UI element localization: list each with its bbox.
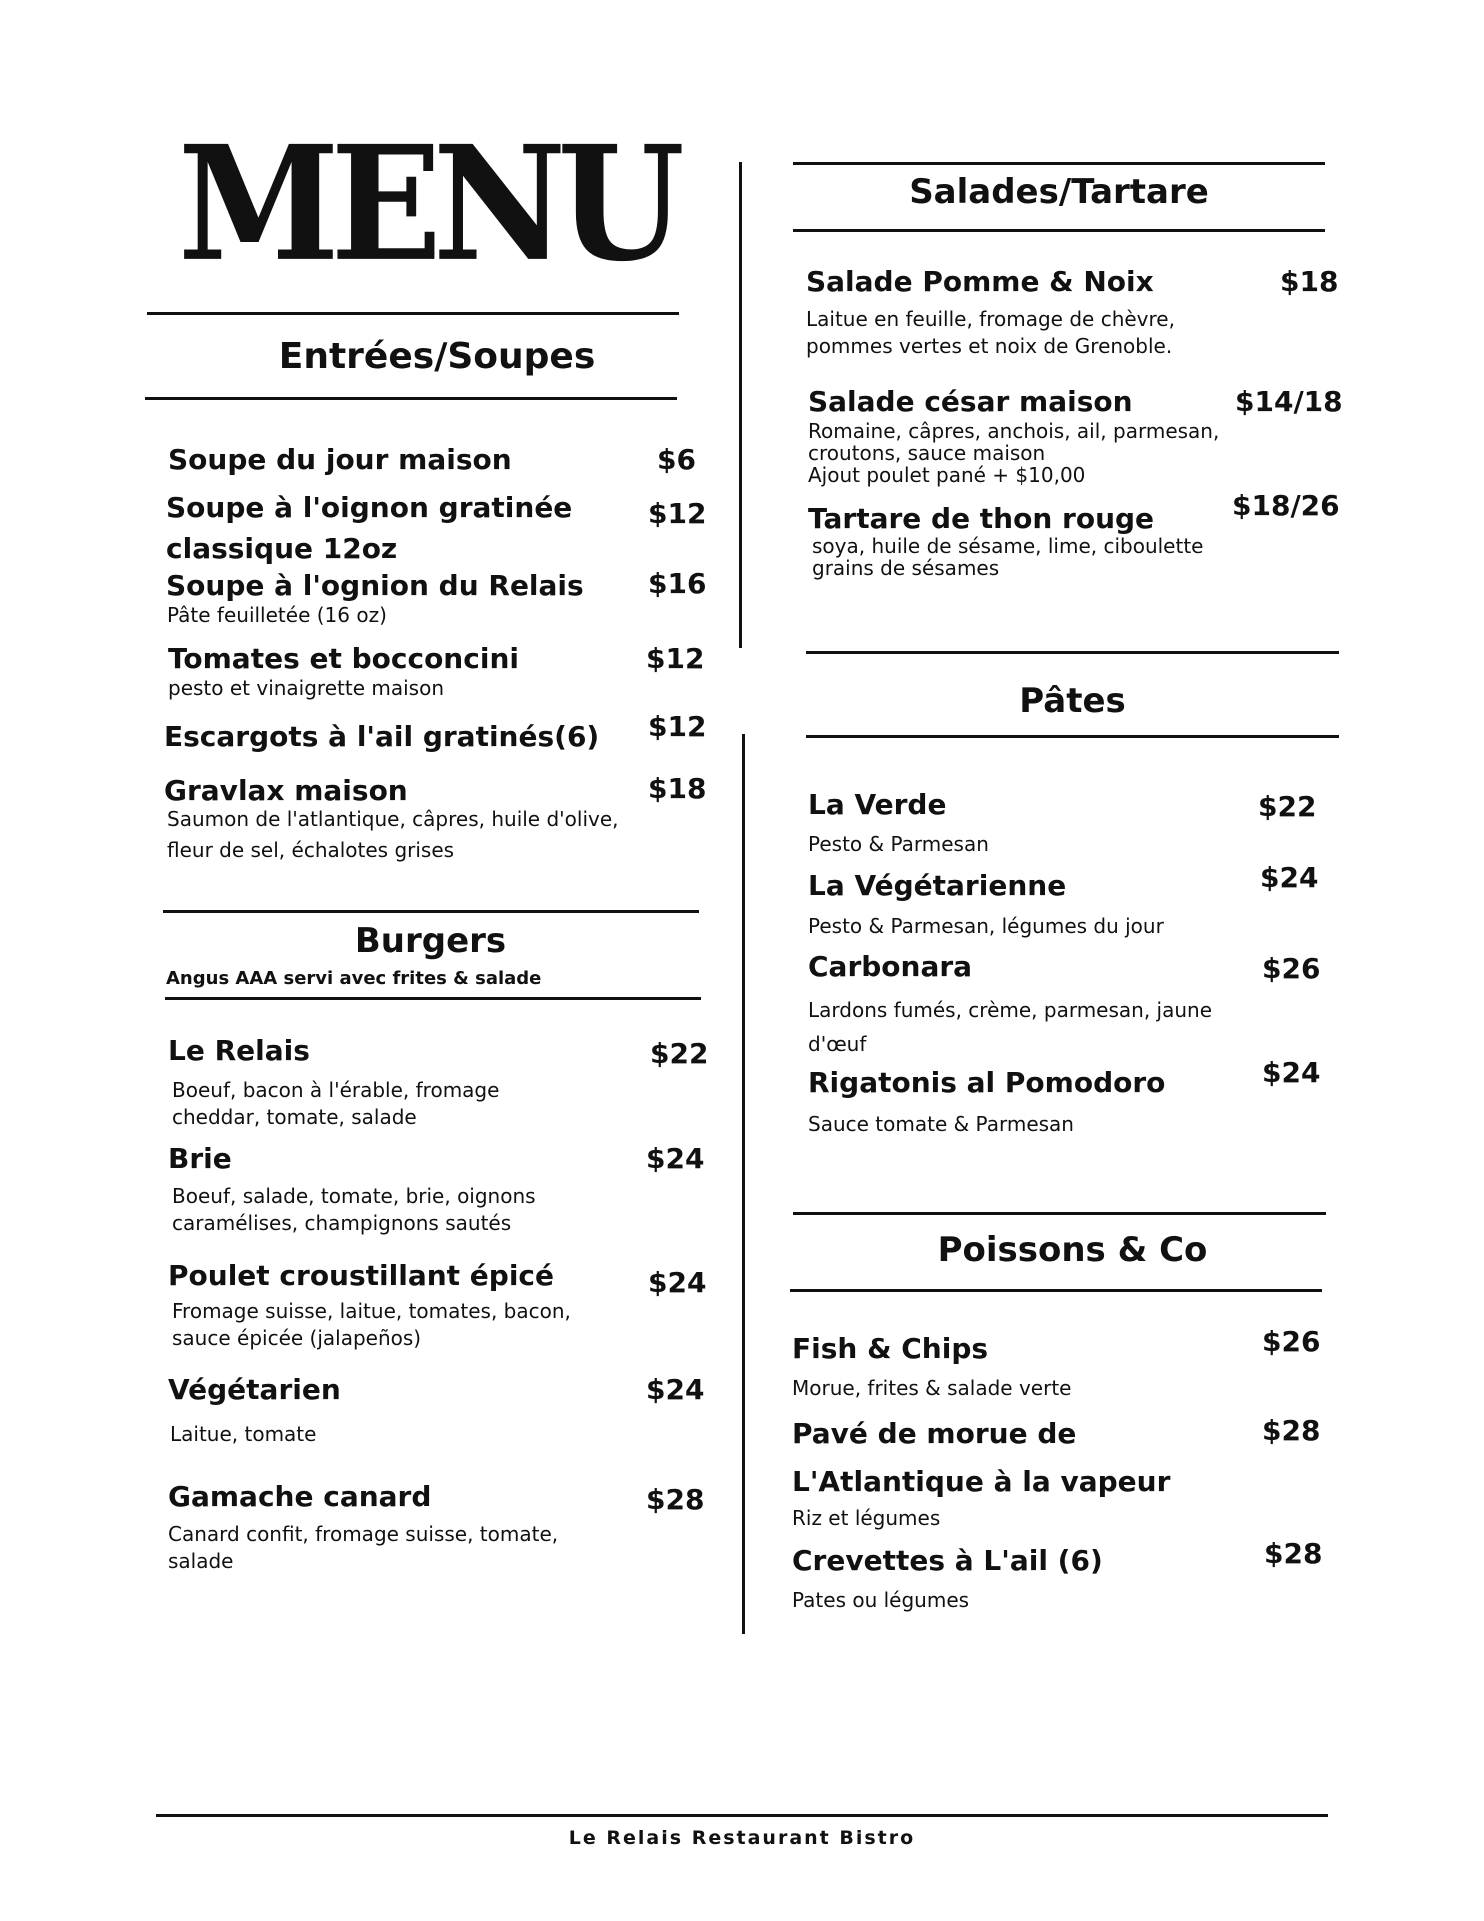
menu-item-description: Morue, frites & salade verte (792, 1376, 1072, 1400)
menu-item-name: Brie (168, 1142, 232, 1175)
menu-item-description: Sauce tomate & Parmesan (808, 1112, 1074, 1136)
menu-item-name: Tomates et bocconcini (168, 642, 519, 675)
menu-item-name: La Verde (808, 788, 947, 821)
burgers-heading: Burgers (354, 921, 507, 961)
menu-item-price: $16 (648, 567, 707, 600)
menu-item-price: $24 (648, 1266, 707, 1299)
menu-item-description: soya, huile de sésame, lime, ciboulette grains de sésames (812, 534, 1204, 580)
menu-item-description: Lardons fumés, crème, parmesan, jaune d'œuf (808, 998, 1213, 1056)
menu-item-name: La Végétarienne (808, 869, 1067, 902)
menu-item-price: $24 (646, 1373, 705, 1406)
menu-item-description: Saumon de l'atlantique, câpres, huile d'olive, fleur de sel, échalotes grises (167, 807, 619, 862)
menu-item-name: Rigatonis al Pomodoro (808, 1066, 1166, 1099)
menu-item-name: Le Relais (168, 1034, 310, 1067)
column-divider-bottom (742, 734, 745, 1634)
menu-item-name: Fish & Chips (792, 1332, 989, 1365)
menu-item-description: Riz et légumes (792, 1506, 941, 1530)
menu-item-name: Végétarien (168, 1373, 341, 1406)
entrees-top-rule (147, 312, 679, 315)
menu-item-price: $18 (648, 772, 707, 805)
menu-item-price: $18 (1280, 265, 1339, 298)
menu-item-price: $12 (646, 642, 705, 675)
menu-item-price: $6 (657, 443, 696, 476)
menu-item-price: $26 (1262, 1325, 1321, 1358)
salades-heading: Salades/Tartare (909, 172, 1209, 212)
menu-item-description: Boeuf, salade, tomate, brie, oignons caramélises, champignons sautés (172, 1184, 536, 1235)
menu-item-name: Soupe à l'ognion du Relais (166, 569, 584, 602)
menu-item-name: Soupe du jour maison (168, 443, 512, 476)
menu-item-description: Pates ou légumes (792, 1588, 970, 1612)
menu-item-price: $24 (1260, 861, 1319, 894)
menu-item-description: Canard confit, fromage suisse, tomate, salade (168, 1522, 559, 1573)
menu-item-name: Poulet croustillant épicé (168, 1259, 555, 1292)
menu-item-name: Tartare de thon rouge (808, 502, 1155, 535)
menu-item-price: $24 (1262, 1056, 1321, 1089)
burgers-subtitle: Angus AAA servi avec frites & salade (166, 968, 542, 989)
entrees-bottom-rule (145, 397, 677, 400)
menu-item-price: $22 (1258, 790, 1317, 823)
pates-bottom-rule (806, 735, 1339, 738)
menu-item-description: pesto et vinaigrette maison (168, 676, 444, 700)
salades-top-rule (793, 162, 1325, 165)
column-divider-top (739, 162, 742, 648)
salades-bottom-rule (793, 229, 1325, 232)
menu-item-description: Pâte feuilletée (16 oz) (167, 603, 387, 627)
menu-item-price: $22 (650, 1037, 709, 1070)
menu-item-extra: Ajout poulet pané + $10,00 (808, 463, 1086, 487)
menu-item-price: $26 (1262, 952, 1321, 985)
menu-item-name: Carbonara (808, 950, 973, 983)
menu-item-name: Salade césar maison (808, 385, 1133, 418)
menu-item-price: $14/18 (1235, 385, 1343, 418)
menu-item-price: $18/26 (1232, 489, 1340, 522)
menu-item-name: Crevettes à L'ail (6) (792, 1544, 1103, 1577)
menu-item-description: Boeuf, bacon à l'érable, fromage cheddar, tomate, salade (172, 1078, 500, 1129)
menu-item-description: Fromage suisse, laitue, tomates, bacon, sauce épicée (jalapeños) (172, 1299, 571, 1350)
footer-rule (156, 1814, 1328, 1817)
menu-item-name: Salade Pomme & Noix (806, 265, 1154, 298)
menu-item-name: Escargots à l'ail gratinés(6) (164, 720, 600, 753)
burgers-top-rule (163, 910, 699, 913)
menu-item-description: Pesto & Parmesan, légumes du jour (808, 914, 1164, 938)
pates-heading: Pâtes (1019, 681, 1126, 721)
menu-item-price: $28 (1264, 1537, 1323, 1570)
menu-item-description: Pesto & Parmesan (808, 832, 989, 856)
burgers-bottom-rule (165, 997, 701, 1000)
poissons-bottom-rule (790, 1289, 1322, 1292)
menu-item-price: $24 (646, 1142, 705, 1175)
menu-item-name: Pavé de morue de L'Atlantique à la vapeur (792, 1417, 1171, 1498)
menu-item-description: Laitue, tomate (170, 1422, 317, 1446)
poissons-top-rule (793, 1212, 1326, 1215)
menu-title: MENU (178, 111, 676, 297)
menu-item-name: Gravlax maison (164, 774, 408, 807)
menu-item-name: Soupe à l'oignon gratinée classique 12oz (166, 491, 573, 565)
menu-item-description: Laitue en feuille, fromage de chèvre, pommes vertes et noix de Grenoble. (806, 307, 1175, 358)
menu-item-price: $28 (1262, 1414, 1321, 1447)
entrees-heading: Entrées/Soupes (278, 336, 596, 377)
pates-top-rule (806, 651, 1339, 654)
menu-item-description: Romaine, câpres, anchois, ail, parmesan, croutons, sauce maison (808, 419, 1220, 465)
footer-restaurant-name: Le Relais Restaurant Bistro (568, 1827, 916, 1849)
menu-item-price: $12 (648, 497, 707, 530)
menu-item-price: $12 (648, 710, 707, 743)
menu-item-price: $28 (646, 1483, 705, 1516)
menu-item-name: Gamache canard (168, 1480, 432, 1513)
poissons-heading: Poissons & Co (937, 1230, 1208, 1270)
